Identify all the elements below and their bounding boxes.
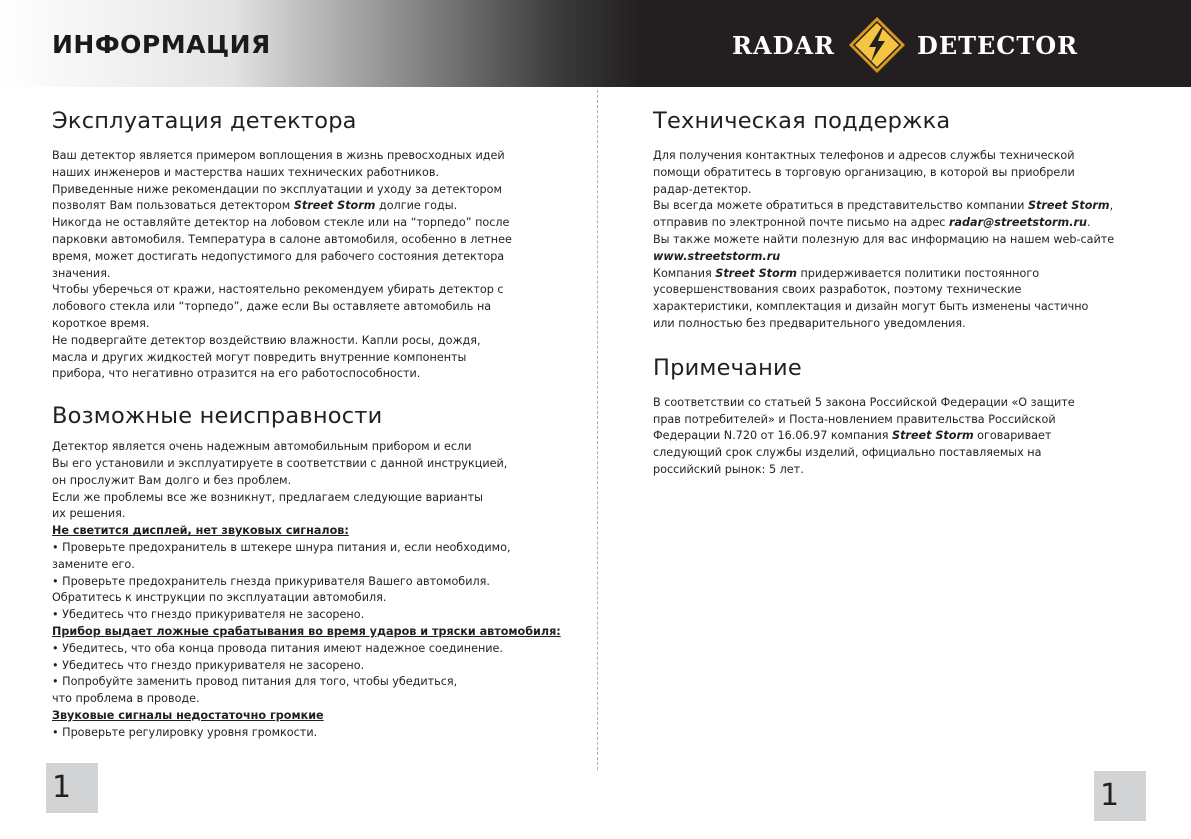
text-fragment: оговаривает [973,429,1052,443]
text-fragment: . [1086,216,1091,230]
text-line: • Попробуйте заменить провод питания для того, чтобы убедиться, [52,675,458,689]
text-line: помощи обратитесь в торговую организацию, в которой вы приобрели [653,165,1075,179]
section-title-faults: Возможные неисправности [52,403,383,430]
text-line: время, может достигать недопустимого для рабочего состояния детектора [52,249,505,263]
text-line: усовершенствования своих разработок, поэтому технические [653,283,1022,297]
fault-heading: Прибор выдает ложные срабатывания во время ударов и тряски автомобиля: [52,624,561,638]
text-line: он прослужит Вам долго и без проблем. [52,473,292,487]
text-fragment: Компания [653,266,716,280]
text-line [653,266,1153,283]
email-address: radar@streetstorm.ru [948,216,1087,230]
text-line: парковки автомобиля. Температура в салоне автомобиля, особенно в летнее [52,232,512,246]
text-line: лобового стекла или “торпедо”, даже если Вы оставляете автомобиль на [52,300,492,314]
brand-name: Street Storm [892,429,974,443]
text-line: их решения. [52,507,126,521]
text-line [653,215,1153,232]
text-line: российский рынок: 5 лет. [653,462,804,476]
operation-text [52,148,552,383]
brand-name: Street Storm [715,266,797,280]
text-line: • Убедитесь, что оба конца провода питания имеют надежное соединение. [52,641,503,655]
text-fragment: Федерации N.720 от 16.06.97 компания [653,429,893,443]
text-line: значения. [52,266,111,280]
text-line: следующий срок службы изделий, официально поставляемых на [653,446,1042,460]
text-line [653,428,1153,445]
text-line: короткое время. [52,316,150,330]
text-line: Для получения контактных телефонов и адресов службы технической [653,149,1075,162]
text-line: прибора, что негативно отразится на его работоспособности. [52,367,421,381]
text-line: наших инженеров и мастерства наших технических работников. [52,165,440,179]
text-line: радар-детектор. [653,182,752,196]
text-line: Обратитесь к инструкции по эксплуатации автомобиля. [52,591,387,605]
text-fragment: позволят Вам пользоваться детектором [52,199,294,213]
text-line: • Проверьте предохранитель в штекере шнура питания и, если необходимо, [52,540,511,554]
section-title-note: Примечание [653,354,802,381]
text-line: что проблема в проводе. [52,692,200,706]
text-fragment: Вы всегда можете обратиться в представительство компании [653,199,1028,213]
text-fragment: придерживается политики постоянного [796,266,1040,280]
text-line: Вы также можете найти полезную для вас информацию на нашем web-сайте [653,232,1115,246]
text-line: прав потребителей» и Поста-новлением правительства Российской [653,412,1056,426]
fault-heading: Не светится дисплей, нет звуковых сигналов: [52,524,349,538]
text-line: Чтобы уберечься от кражи, настоятельно рекомендуем убирать детектор с [52,283,504,297]
brand-text-detector: DETECTOR [917,31,1079,60]
text-line: • Убедитесь что гнездо прикуривателя не засорено. [52,658,365,672]
support-text [653,148,1153,333]
column-divider [597,90,598,770]
text-line: • Проверьте регулировку уровня громкости. [52,725,318,739]
text-line: замените его. [52,557,135,571]
section-title-support: Техническая поддержка [653,108,951,134]
right-column [653,108,1153,479]
text-line: • Убедитесь что гнездо прикуривателя не засорено. [52,608,365,622]
brand-text-radar: RADAR [732,31,835,60]
text-line: Приведенные ниже рекомендации по эксплуатации и уходу за детектором [52,182,502,196]
text-fragment: долгие годы. [375,199,458,213]
lightning-diamond-icon [847,16,907,74]
text-line: Если же проблемы все же возникнут, предлагаем следующие варианты [52,490,483,504]
text-line: масла и других жидкостей могут повредить внутренние компоненты [52,350,467,364]
text-line: Вы его установили и эксплуатируете в соответствии с данной инструкцией, [52,456,508,470]
text-line [653,198,1153,215]
text-fragment: , [1109,199,1114,213]
text-fragment: отправив по электронной почте письмо на адрес [653,216,949,230]
faults-text [52,439,561,741]
text-line: • Проверьте предохранитель гнезда прикуривателя Вашего автомобиля. [52,574,490,588]
text-line: Ваш детектор является примером воплощения в жизнь превосходных идей [52,149,505,162]
page-title: ИНФОРМАЦИЯ [52,30,271,59]
text-line: Детектор является очень надежным автомобильным прибором и если [52,440,472,454]
fault-heading: Звуковые сигналы недостаточно громкие [52,708,324,722]
text-line: В соответствии со статьей 5 закона Российской Федерации «О защите [653,395,1075,409]
text-line: Не подвергайте детектор воздействию влажности. Капли росы, дождя, [52,333,481,347]
brand-name: Street Storm [293,199,376,213]
page-number-left: 1 [46,763,98,813]
text-line: или полностью без предварительного уведомления. [653,316,966,330]
text-line: характеристики, комплектация и дизайн могут быть изменены частично [653,300,1089,314]
website-address: www.streetstorm.ru [653,249,781,263]
brand-name: Street Storm [1027,199,1110,213]
text-line: Никогда не оставляйте детектор на лобовом стекле или на “торпедо” после [52,216,510,230]
left-column [52,108,561,742]
text-line [52,198,552,215]
note-text [653,395,1153,479]
brand-logo [732,16,1092,72]
section-title-operation: Эксплуатация детектора [52,108,357,134]
page-number-right: 1 [1094,771,1146,821]
